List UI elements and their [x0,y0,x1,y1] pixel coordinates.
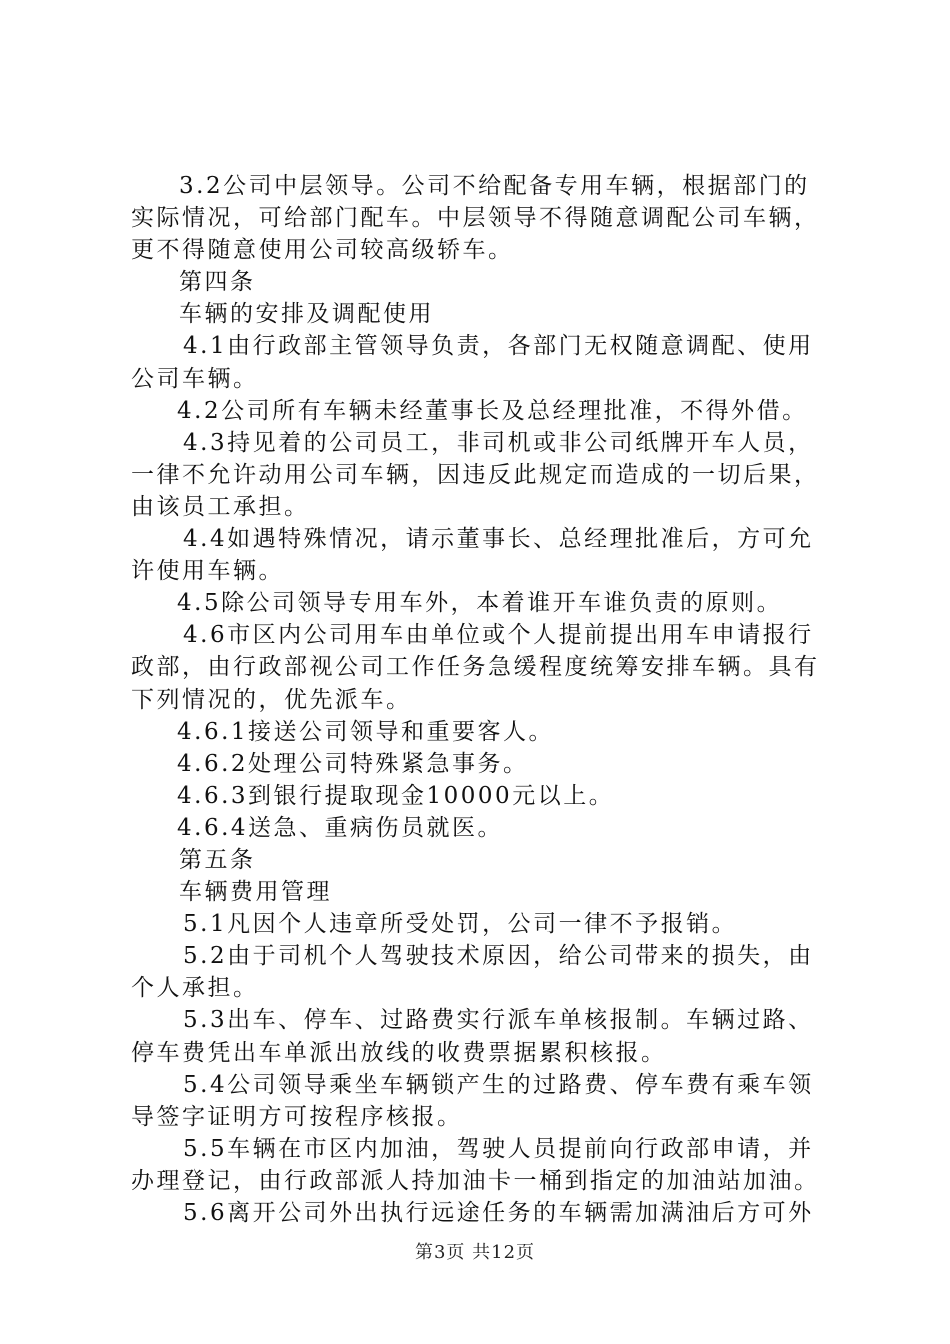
paragraph-line: 5.4公司领导乘坐车辆锁产生的过路费、停车费有乘车领 [183,1071,814,1098]
paragraph-line: 4.6市区内公司用车由单位或个人提前提出用车申请报行 [183,622,814,649]
list-item: 4.6.2处理公司特殊紧急事务。 [177,750,529,777]
document-body [131,170,833,1229]
list-item: 4.6.4送急、重病伤员就医。 [177,814,504,841]
page-number-footer: 第3页 共12页 [414,1242,536,1263]
paragraph-line: 5.3出车、停车、过路费实行派车单核报制。车辆过路、 [183,1007,814,1034]
paragraph-line: 3.2公司中层领导。公司不给配备专用车辆，根据部门的 [179,173,810,199]
section-title: 车辆的安排及调配使用 [179,301,434,328]
paragraph-line: 4.3持见着的公司员工，非司机或非公司纸牌开车人员， [183,429,814,456]
paragraph-line: 下列情况的，优先派车。 [131,686,412,713]
paragraph-line: 办理登记，由行政部派人持加油卡一桶到指定的加油站加油。 [131,1167,820,1194]
article-heading: 第四条 [179,269,256,296]
section-title: 车辆费用管理 [179,879,332,906]
paragraph-line: 5.2由于司机个人驾驶技术原因，给公司带来的损失，由 [183,943,814,970]
list-item: 4.6.3到银行提取现金10000元以上。 [177,782,615,809]
article-heading: 第五条 [179,846,256,873]
paragraph-line: 实际情况，可给部门配车。中层领导不得随意调配公司车辆， [131,205,820,232]
paragraph-line: 政部，由行政部视公司工作任务急缓程度统筹安排车辆。具有 [131,654,820,681]
paragraph-line: 导签字证明方可按程序核报。 [131,1103,463,1130]
paragraph-line: 更不得随意使用公司较高级轿车。 [131,237,514,264]
list-item: 4.6.1接送公司领导和重要客人。 [177,718,555,745]
paragraph-line: 4.1由行政部主管领导负责，各部门无权随意调配、使用 [183,333,814,360]
paragraph-line: 4.5除公司领导专用车外，本着谁开车谁负责的原则。 [177,590,783,617]
paragraph-line: 由该员工承担。 [131,493,310,520]
paragraph-line: 5.6离开公司外出执行远途任务的车辆需加满油后方可外 [183,1200,814,1226]
paragraph-line: 5.1凡因个人违章所受处罚，公司一律不予报销。 [183,911,738,938]
paragraph-line: 5.5车辆在市区内加油，驾驶人员提前向行政部申请，并 [183,1135,814,1162]
paragraph-line: 4.2公司所有车辆未经董事长及总经理批准，不得外借。 [177,397,808,424]
paragraph-line: 4.4如遇特殊情况，请示董事长、总经理批准后，方可允 [183,526,814,553]
paragraph-line: 许使用车辆。 [131,558,284,585]
paragraph-line: 公司车辆。 [131,365,259,392]
paragraph-line: 一律不允许动用公司车辆，因违反此规定而造成的一切后果， [131,461,820,488]
paragraph-line: 个人承担。 [131,975,259,1002]
paragraph-line: 停车费凭出车单派出放线的收费票据累积核报。 [131,1039,667,1066]
